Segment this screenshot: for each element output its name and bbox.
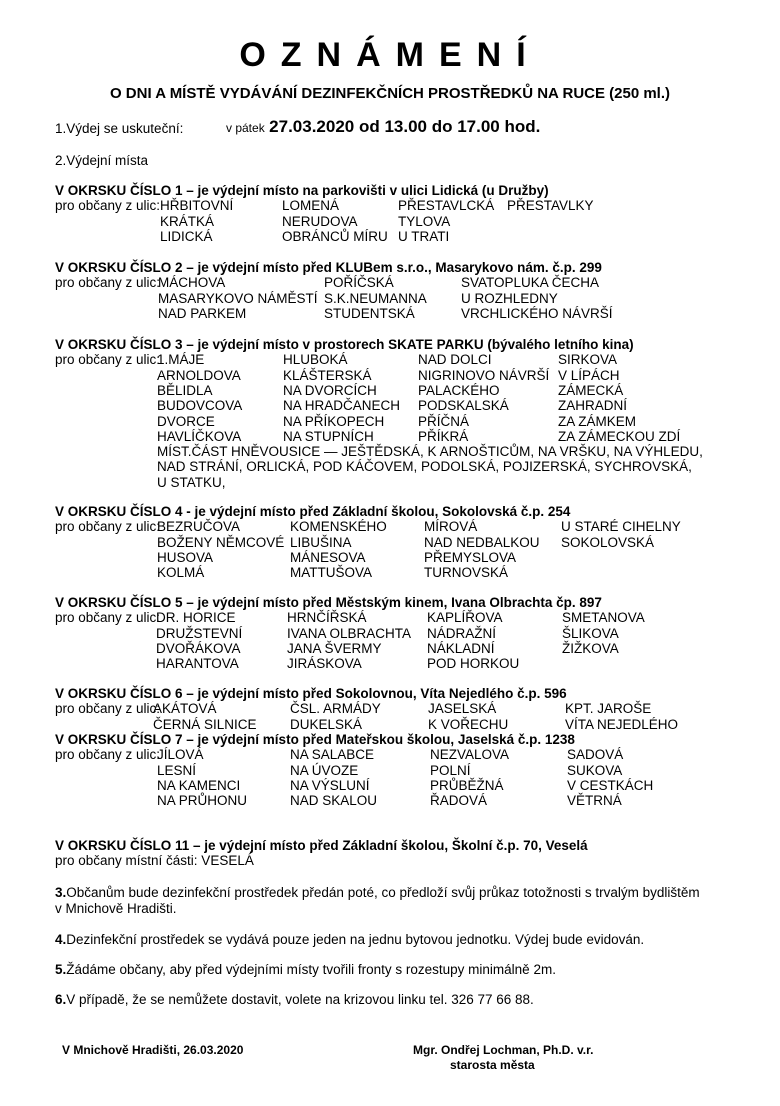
district-extra-line: MÍST.ČÁST HNĚVOUSICE — JEŠTĚDSKÁ, K ARNOŠTICŮM, NA VRŠKU, NA VÝHLEDU, (157, 444, 703, 460)
street-name: MASARYKOVO NÁMĚSTÍ (158, 290, 318, 306)
citizens-label: pro občany z ulic: (55, 610, 161, 626)
street-name: PRŮBĚŽNÁ (430, 777, 504, 793)
citizens-label: pro občany z ulic: (55, 701, 161, 717)
street-name: NAD NEDBALKOU (424, 534, 540, 550)
item-4 (55, 932, 644, 947)
item-1-number: 1. (55, 121, 67, 136)
street-name: NIGRINOVO NÁVRŠÍ (418, 367, 550, 383)
street-name: NAD SKALOU (290, 793, 378, 809)
street-name: NA VÝSLUNÍ (290, 777, 370, 793)
street-name: SIRKOVA (558, 352, 618, 368)
street-name: U STARÉ CIHELNY (561, 519, 681, 535)
district-heading: V OKRSKU ČÍSLO 5 – je výdejní místo před Městským kinem, Ivana Olbrachta čp. 897 (55, 595, 602, 610)
street-name: POLNÍ (430, 762, 471, 778)
footer-signatory: Mgr. Ondřej Lochman, Ph.D. v.r. (413, 1043, 594, 1057)
item-1-day: v pátek (226, 121, 265, 135)
street-name: PŘESTAVLKY (507, 198, 594, 214)
street-name: ŠLIKOVA (562, 625, 619, 641)
street-name: V LÍPÁCH (558, 367, 620, 383)
street-name: BEZRUČOVA (157, 519, 241, 535)
street-name: HRNČÍŘSKÁ (287, 610, 367, 626)
street-name: KOLMÁ (157, 565, 205, 581)
item-5-text: Žádáme občany, aby před výdejními místy tvořili fronty s rozestupy minimálně 2m. (66, 962, 556, 977)
item-3-line-1: Občanům bude dezinfekční prostředek předán poté, co předloží svůj průkaz totožnosti s trvalým bydlištěm (66, 885, 700, 900)
street-name: NA PRŮHONU (157, 793, 248, 809)
street-name: JIRÁSKOVA (287, 656, 362, 672)
item-1 (55, 121, 183, 136)
item-5 (55, 962, 556, 977)
item-4-number: 4. (55, 932, 67, 947)
street-name: ZA ZÁMECKOU ZDÍ (558, 428, 681, 444)
street-name: MÍROVÁ (424, 519, 478, 535)
street-name: TYLOVA (398, 213, 451, 229)
citizens-label: pro občany z ulic: (55, 352, 161, 368)
footer-place-date: V Mnichově Hradišti, 26.03.2020 (62, 1043, 244, 1057)
street-name: SUKOVA (567, 762, 623, 778)
item-3 (55, 885, 700, 900)
district-extra-line: U STATKU, (157, 474, 226, 490)
street-name: ŘADOVÁ (430, 793, 488, 809)
street-name: NA PŘÍKOPECH (283, 413, 385, 429)
street-name: DUKELSKÁ (290, 716, 363, 732)
citizens-label: pro občany z ulic: (55, 198, 161, 214)
street-name: MÁCHOVA (158, 275, 226, 291)
item-6 (55, 992, 534, 1007)
district-extra-line: NAD STRÁNÍ, ORLICKÁ, POD KÁČOVEM, PODOLSKÁ, POJIZERSKÁ, SYCHROVSKÁ, (157, 459, 692, 475)
district-heading: V OKRSKU ČÍSLO 4 - je výdejní místo před Základní školou, Sokolovská č.p. 254 (55, 504, 571, 519)
street-name: NA KAMENCI (157, 777, 241, 793)
item-2-label: Výdejní místa (66, 153, 149, 168)
item-2-number: 2. (55, 153, 67, 168)
street-name: JÍLOVÁ (157, 747, 204, 763)
street-name: NERUDOVA (282, 213, 358, 229)
street-name: NEZVALOVA (430, 747, 510, 763)
district-heading: V OKRSKU ČÍSLO 2 – je výdejní místo před KLUBem s.r.o., Masarykovo nám. č.p. 299 (55, 260, 602, 275)
street-name: NA HRADČANECH (283, 398, 401, 414)
street-name: S.K.NEUMANNA (324, 290, 427, 306)
street-name: DRUŽSTEVNÍ (156, 625, 243, 641)
street-name: BĚLIDLA (157, 382, 213, 398)
street-name: KOMENSKÉHO (290, 519, 387, 535)
street-name: DVOŘÁKOVA (156, 640, 241, 656)
street-name: LIDICKÁ (160, 228, 213, 244)
street-name: NAD PARKEM (158, 305, 247, 321)
street-name: NA ÚVOZE (290, 762, 359, 778)
citizens-label: pro občany z ulic: (55, 275, 161, 291)
street-name: PALACKÉHO (418, 382, 500, 398)
street-name: POD HORKOU (427, 656, 520, 672)
street-name: PŘEMYSLOVA (424, 549, 517, 565)
street-name: ZAHRADNÍ (558, 398, 628, 414)
street-name: NA STUPNÍCH (283, 428, 374, 444)
street-name: NA SALABCE (290, 747, 375, 763)
item-5-number: 5. (55, 962, 67, 977)
street-name: HŘBITOVNÍ (160, 198, 234, 214)
street-name: VĚTRNÁ (567, 793, 622, 809)
street-name: MATTUŠOVA (290, 565, 373, 581)
street-name: NÁDRAŽNÍ (427, 625, 497, 641)
street-name: ČERNÁ SILNICE (153, 716, 257, 732)
street-name: ARNOLDOVA (157, 367, 241, 383)
street-name: ČSL. ARMÁDY (290, 701, 381, 717)
street-name: BOŽENY NĚMCOVÉ (157, 534, 285, 550)
street-name: U TRATI (398, 228, 450, 244)
footer-role: starosta města (450, 1058, 535, 1072)
street-name: LOMENÁ (282, 198, 340, 214)
street-name: NA DVORCÍCH (283, 382, 377, 398)
street-name: HUSOVA (157, 549, 214, 565)
district-heading: V OKRSKU ČÍSLO 1 – je výdejní místo na parkovišti v ulici Lidická (u Družby) (55, 183, 549, 198)
street-name: SADOVÁ (567, 747, 624, 763)
district-heading: V OKRSKU ČÍSLO 6 – je výdejní místo před Sokolovnou, Víta Nejedlého č.p. 596 (55, 686, 567, 701)
district-heading: V OKRSKU ČÍSLO 7 – je výdejní místo před Mateřskou školou, Jaselská č.p. 1238 (55, 732, 575, 747)
street-name: HLUBOKÁ (283, 352, 348, 368)
street-name: JASELSKÁ (428, 701, 497, 717)
street-name: HAVLÍČKOVA (157, 428, 242, 444)
street-name: HARANTOVA (156, 656, 239, 672)
item-1-datetime: 27.03.2020 od 13.00 do 17.00 hod. (269, 117, 541, 136)
street-name: 1.MÁJE (157, 352, 205, 368)
street-name: SVATOPLUKA ČECHA (461, 275, 600, 291)
item-1-label: Výdej se uskuteční: (66, 121, 184, 136)
item-4-text: Dezinfekční prostředek se vydává pouze jeden na jednu bytovou jednotku. Výdej bude evidován. (66, 932, 645, 947)
street-name: IVANA OLBRACHTA (287, 625, 412, 641)
district-note: pro občany místní části: VESELÁ (55, 853, 254, 869)
street-name: PŘÍČNÁ (418, 413, 470, 429)
street-name: V CESTKÁCH (567, 777, 654, 793)
street-name: U ROZHLEDNY (461, 290, 558, 306)
street-name: ŽIŽKOVA (562, 640, 619, 656)
street-name: KLÁŠTERSKÁ (283, 367, 372, 383)
item-1-when (226, 117, 540, 137)
street-name: LIBUŠINA (290, 534, 352, 550)
street-name: OBRÁNCŮ MÍRU (282, 228, 388, 244)
item-3-line-2: v Mnichově Hradišti. (55, 901, 177, 916)
district-heading: V OKRSKU ČÍSLO 11 – je výdejní místo před Základní školou, Školní č.p. 70, Veselá (55, 838, 588, 853)
street-name: KRÁTKÁ (160, 213, 215, 229)
street-name: PŘÍKRÁ (418, 428, 469, 444)
street-name: NÁKLADNÍ (427, 640, 495, 656)
street-name: LESNÍ (157, 762, 197, 778)
street-name: VÍTA NEJEDLÉHO (565, 716, 679, 732)
street-name: PŘESTAVLCKÁ (398, 198, 495, 214)
street-name: KPT. JAROŠE (565, 701, 652, 717)
street-name: STUDENTSKÁ (324, 305, 415, 321)
item-6-number: 6. (55, 992, 67, 1007)
street-name: JANA ŠVERMY (287, 640, 382, 656)
street-name: K VOŘECHU (428, 716, 509, 732)
item-6-text: V případě, že se nemůžete dostavit, volete na krizovou linku tel. 326 77 66 88. (66, 992, 534, 1007)
item-2 (55, 153, 148, 168)
item-3-number: 3. (55, 885, 67, 900)
page-subtitle: O DNI A MÍSTĚ VYDÁVÁNÍ DEZINFEKČNÍCH PROSTŘEDKŮ NA RUCE (250 ml.) (109, 85, 671, 102)
street-name: AKÁTOVÁ (153, 701, 217, 717)
street-name: PODSKALSKÁ (418, 398, 509, 414)
street-name: POŘÍČSKÁ (324, 275, 394, 291)
street-name: VRCHLICKÉHO NÁVRŠÍ (461, 305, 613, 321)
street-name: BUDOVCOVA (157, 398, 243, 414)
street-name: KAPLÍŘOVA (427, 610, 503, 626)
page-title: OZNÁMENÍ (239, 36, 541, 74)
citizens-label: pro občany z ulic: (55, 747, 161, 763)
street-name: ZÁMECKÁ (558, 382, 624, 398)
street-name: NAD DOLCI (418, 352, 492, 368)
street-name: MÁNESOVA (290, 549, 366, 565)
street-name: DVORCE (157, 413, 215, 429)
street-name: ZA ZÁMKEM (558, 413, 637, 429)
street-name: SOKOLOVSKÁ (561, 534, 655, 550)
street-name: TURNOVSKÁ (424, 565, 509, 581)
citizens-label: pro občany z ulic: (55, 519, 161, 535)
district-heading: V OKRSKU ČÍSLO 3 – je výdejní místo v prostorech SKATE PARKU (bývalého letního kina) (55, 337, 634, 352)
street-name: DR. HORICE (156, 610, 236, 626)
street-name: SMETANOVA (562, 610, 645, 626)
